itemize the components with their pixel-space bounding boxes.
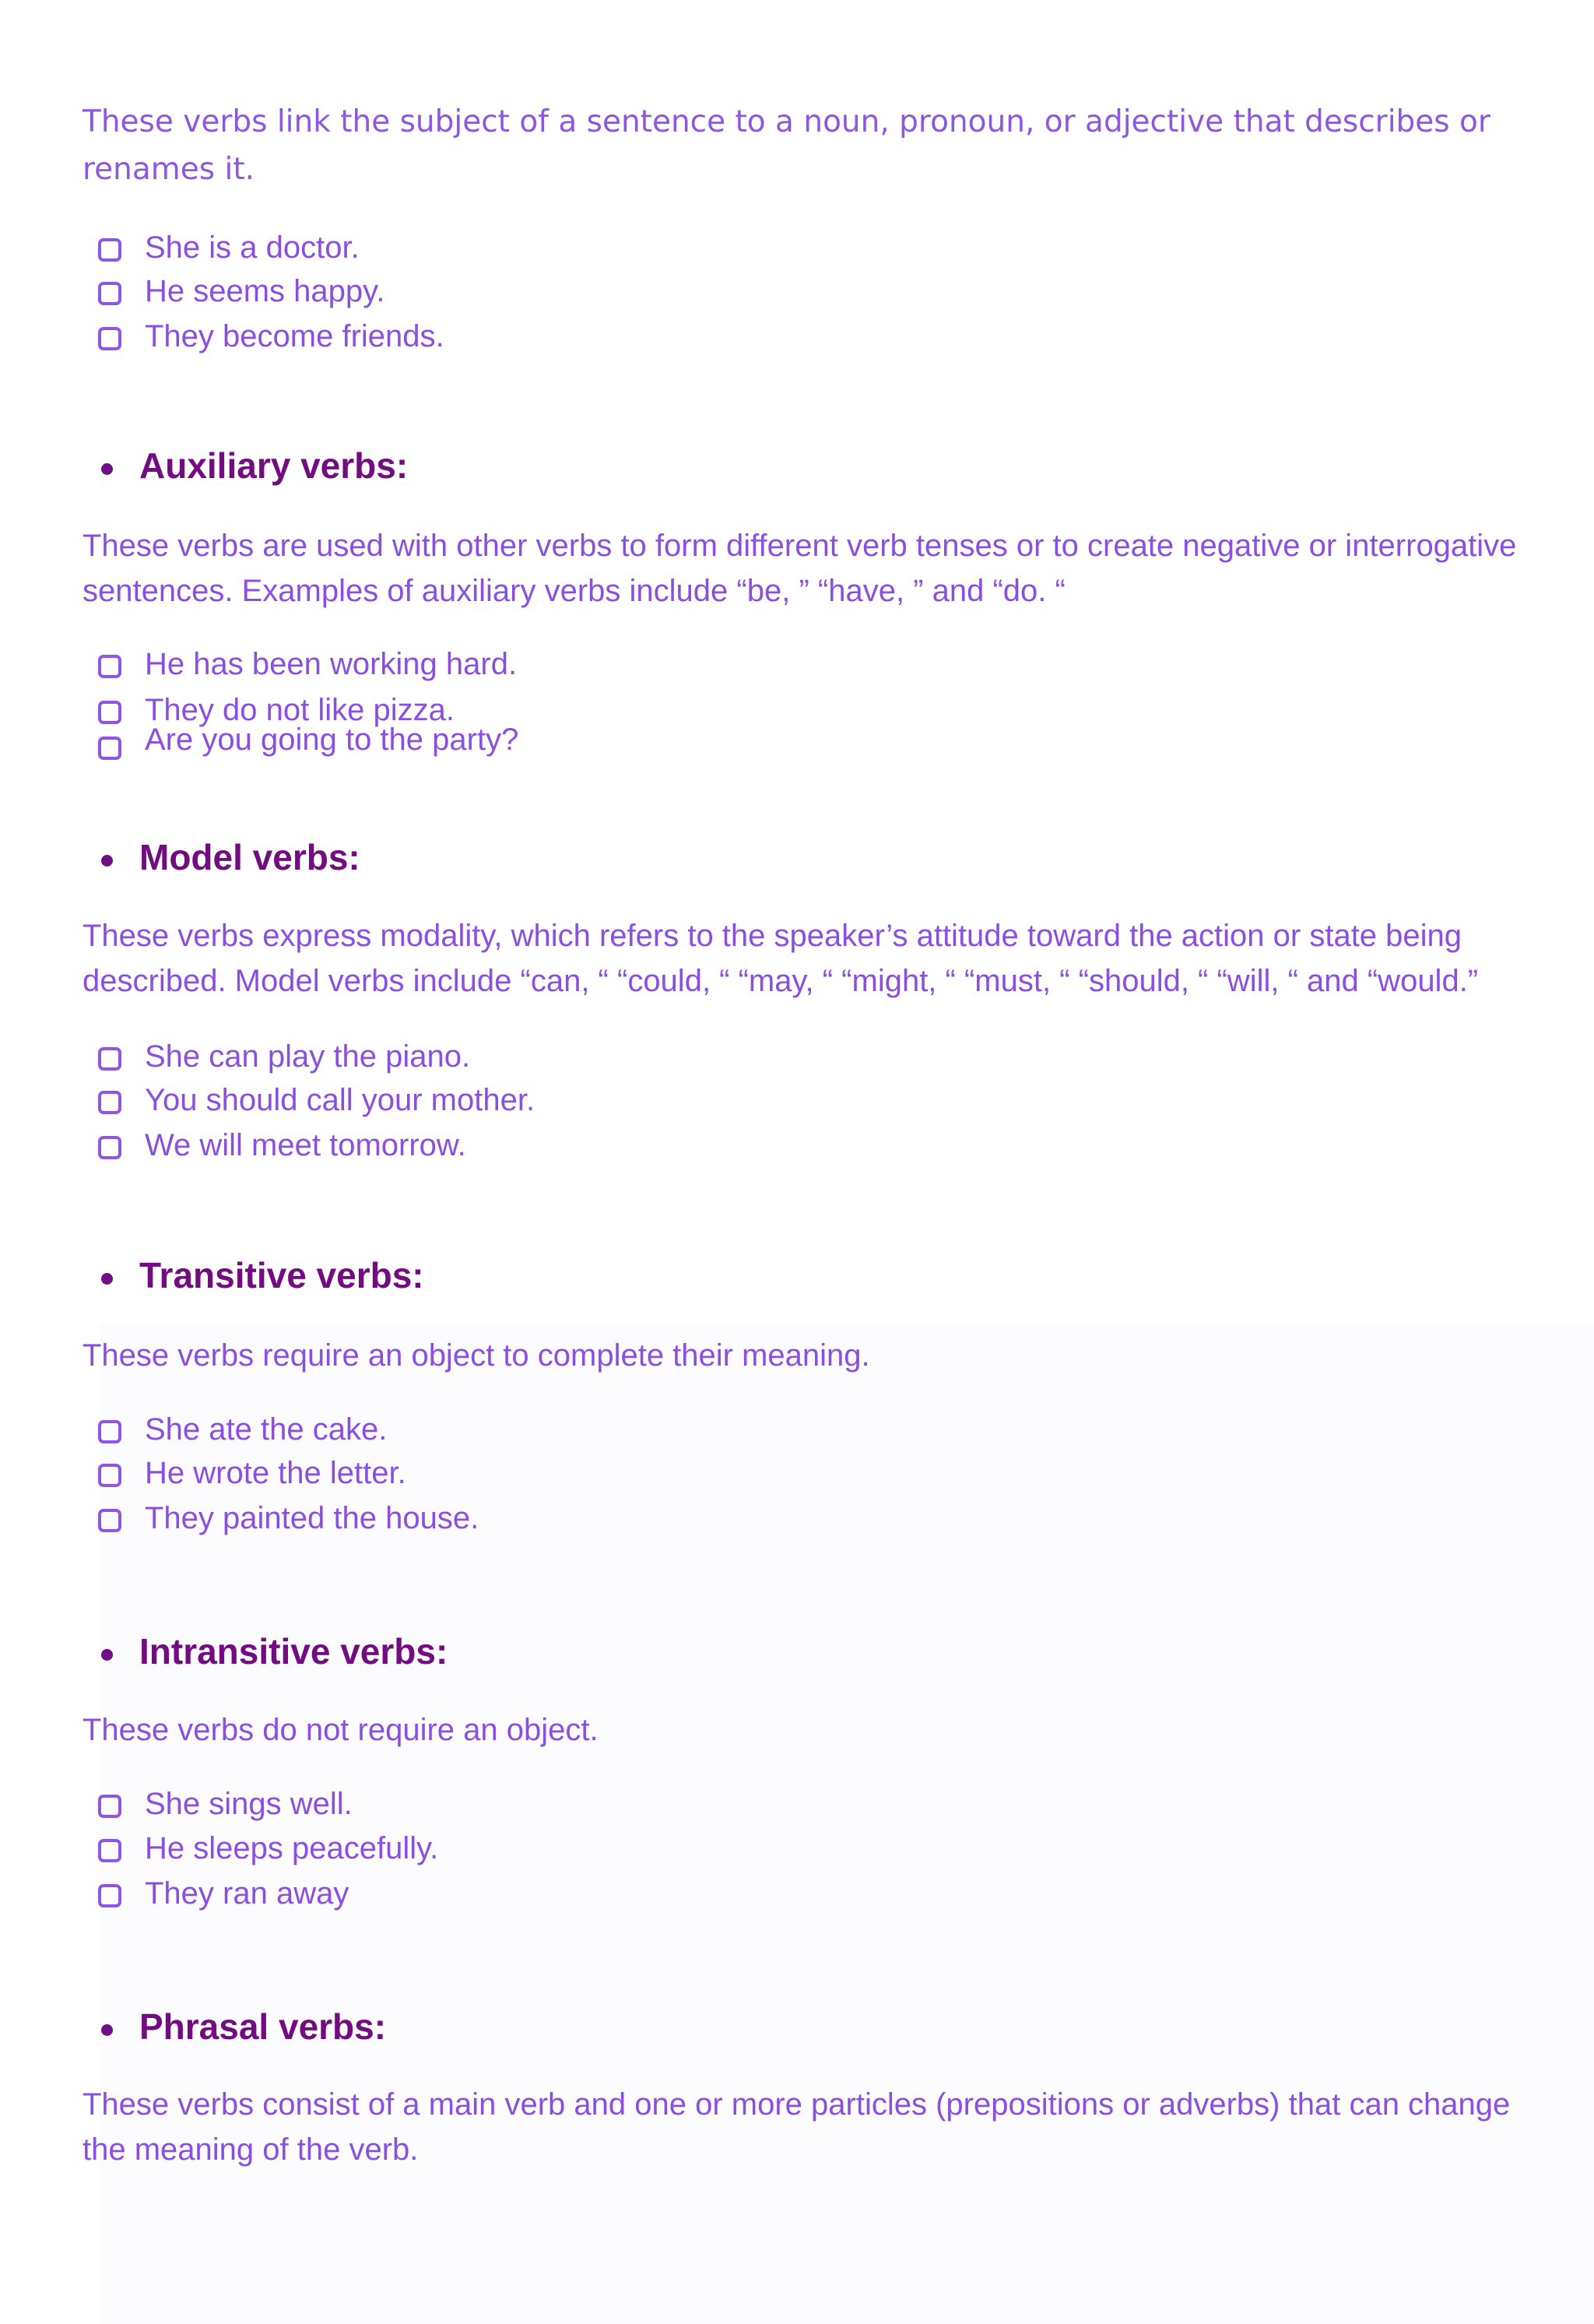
checkbox-icon[interactable] [98, 1047, 121, 1071]
section-heading [101, 1630, 448, 1673]
bullet-icon [101, 1649, 113, 1661]
checklist-item[interactable] [98, 229, 360, 266]
checkbox-icon[interactable] [98, 1136, 121, 1159]
checklist-item-label: He wrote the letter. [145, 1456, 406, 1490]
bullet-icon [101, 1273, 113, 1285]
section-heading [101, 1253, 424, 1297]
checkbox-icon[interactable] [98, 1884, 121, 1907]
checklist-item-label: They painted the house. [145, 1501, 479, 1535]
bullet-icon [101, 463, 113, 475]
section-heading-text: Intransitive verbs: [139, 1631, 448, 1672]
checklist-item[interactable] [98, 1830, 438, 1867]
checkbox-icon[interactable] [98, 737, 121, 760]
checklist-item-label: They become friends. [145, 319, 444, 353]
section-heading [101, 444, 408, 487]
section-heading-text: Model verbs: [139, 837, 360, 877]
section-description: These verbs consist of a main verb and one or more particles (prepositions or adverbs) that can change the meaning of the verb. [83, 2087, 1511, 2167]
checklist-item-label: He sleeps peacefully. [145, 1831, 439, 1865]
checklist-item-label: She is a doctor. [145, 230, 360, 265]
checklist-item[interactable] [98, 1038, 470, 1075]
checklist-item-label: She can play the piano. [145, 1039, 471, 1074]
checklist-item-label: They do not like pizza. [145, 693, 455, 727]
checklist-item[interactable] [98, 1454, 406, 1492]
checklist-item-label: Are you going to the party? [145, 723, 519, 757]
section-heading [101, 835, 360, 879]
checklist-item[interactable] [98, 318, 444, 355]
intro-paragraph: These verbs link the subject of a sentence to a noun, pronoun, or adjective that describes or renames it. [83, 104, 1490, 187]
bullet-icon [101, 855, 113, 867]
checklist-item[interactable] [98, 1127, 466, 1164]
section-description: These verbs do not require an object. [83, 1713, 599, 1747]
checklist-item-label: We will meet tomorrow. [145, 1128, 466, 1162]
bullet-icon [101, 2024, 113, 2036]
checklist-item[interactable] [98, 1875, 349, 1912]
checklist-item-label: She sings well. [145, 1787, 353, 1821]
checklist-item[interactable] [98, 1785, 353, 1823]
section-heading [101, 2005, 386, 2048]
checklist-item[interactable] [98, 721, 518, 758]
checklist-item-label: She ate the cake. [145, 1412, 388, 1447]
checkbox-icon[interactable] [98, 238, 121, 262]
checkbox-icon[interactable] [98, 655, 121, 678]
section-heading-text: Auxiliary verbs: [139, 445, 409, 486]
checkbox-icon[interactable] [98, 1839, 121, 1862]
checkbox-icon[interactable] [98, 1420, 121, 1443]
section-description: These verbs require an object to complete their meaning. [83, 1338, 870, 1373]
section-description: These verbs express modality, which refers to the speaker’s attitude toward the action or state being described. Model verbs include “can, “ “could, “ “may, “ “might, “ “must, “ “should, “ “will, “ and “would.” [83, 919, 1479, 998]
section-heading-text: Phrasal verbs: [139, 2006, 387, 2047]
checklist-item-label: He seems happy. [145, 274, 385, 308]
section-heading-text: Transitive verbs: [139, 1255, 424, 1296]
checklist-item-label: You should call your mother. [145, 1083, 535, 1117]
checklist-item[interactable] [98, 1411, 387, 1448]
checklist-item[interactable] [98, 1500, 479, 1537]
checklist-item[interactable] [98, 645, 517, 683]
checkbox-icon[interactable] [98, 282, 121, 305]
section-description: These verbs are used with other verbs to form different verb tenses or to create negative or interrogative sentences. Examples of auxiliary verbs include “be, ” “have, ” and “do. “ [83, 529, 1517, 608]
checklist-item[interactable] [98, 1081, 535, 1119]
checkbox-icon[interactable] [98, 1464, 121, 1487]
checklist-item-label: He has been working hard. [145, 647, 518, 681]
checkbox-icon[interactable] [98, 1509, 121, 1532]
checkbox-icon[interactable] [98, 327, 121, 350]
checklist-item[interactable] [98, 272, 384, 310]
checklist-item-label: They ran away [145, 1876, 349, 1911]
checkbox-icon[interactable] [98, 1091, 121, 1114]
checkbox-icon[interactable] [98, 1795, 121, 1818]
